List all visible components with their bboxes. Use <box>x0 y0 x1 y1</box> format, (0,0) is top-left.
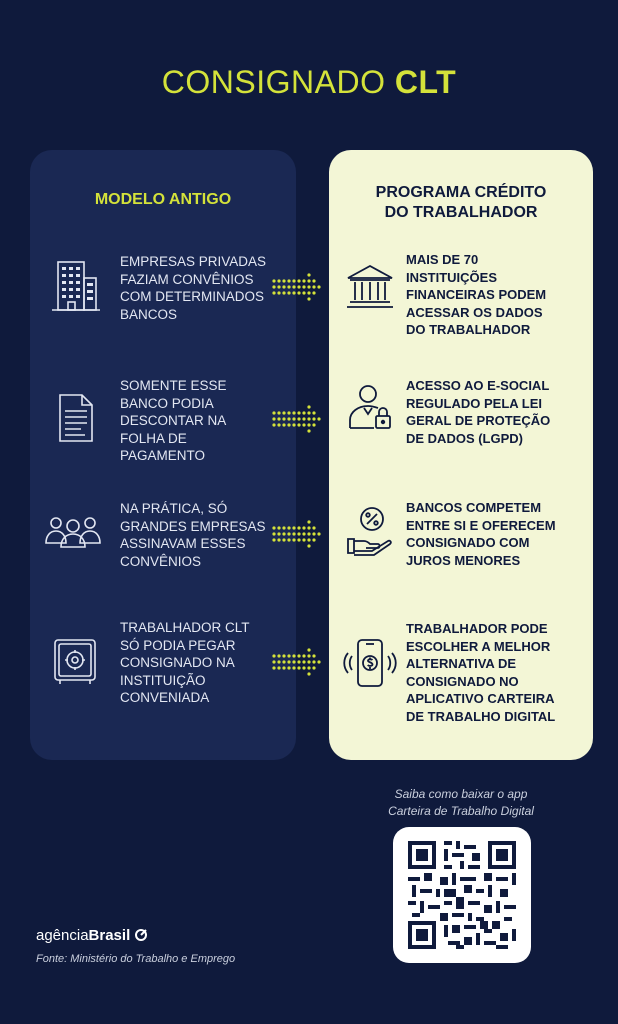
new-item-1-text: MAIS DE 70 INSTITUIÇÕES FINANCEIRAS PODEM ACESSAR OS DADOS DO TRABALHADOR <box>406 252 547 337</box>
dotted-arrow-icon <box>270 270 324 304</box>
qr-code[interactable] <box>393 827 531 963</box>
old-model-heading: MODELO ANTIGO <box>94 191 232 208</box>
old-item-1-text: EMPRESAS PRIVADAS FAZIAM CONVÊNIOS COM DETERMINADOS BANCOS <box>120 254 267 322</box>
page-title: CONSIGNADO CLT <box>161 64 457 100</box>
old-item-3-text: NA PRÁTICA, SÓ GRANDES EMPRESAS ASSINAVAM ESSES CONVÊNIOS <box>120 501 266 569</box>
dotted-arrow-icon <box>270 517 324 551</box>
user-lock-icon <box>342 380 398 436</box>
safe-icon <box>46 632 104 690</box>
old-item-4-text: TRABALHADOR CLT SÓ PODIA PEGAR CONSIGNADO NA INSTITUIÇÃO CONVENIADA <box>120 620 250 705</box>
dotted-arrow-icon <box>270 402 324 436</box>
source-note: Fonte: Ministério do Trabalho e Emprego <box>36 953 236 965</box>
dotted-arrow-icon <box>270 645 324 679</box>
agencia-brasil-logo: agênciaBrasil <box>36 927 148 944</box>
qr-code-icon <box>408 841 516 949</box>
building-icon <box>46 256 104 314</box>
old-item-2-text: SOMENTE ESSE BANCO PODIA DESCONTAR NA FOLHA DE PAGAMENTO <box>120 378 227 463</box>
new-program-heading: PROGRAMA CRÉDITO DO TRABALHADOR <box>375 184 547 221</box>
phone-money-icon <box>342 636 398 692</box>
new-item-4-text: TRABALHADOR PODE ESCOLHER A MELHOR ALTERNATIVA DE CONSIGNADO NO APLICATIVO CARTEIRA DE TRABALHO DIGITAL <box>406 621 556 724</box>
new-item-2-text: ACESSO AO E-SOCIAL REGULADO PELA LEI GERAL DE PROTEÇÃO DE DADOS (LGPD) <box>406 378 551 446</box>
new-item-3-text: BANCOS COMPETEM ENTRE SI E OFERECEM CONSIGNADO COM JUROS MENORES <box>406 500 556 568</box>
brand-mark-icon <box>134 928 148 942</box>
app-caption: Saiba como baixar o app Carteira de Trabalho Digital <box>388 787 534 818</box>
people-icon <box>42 503 104 561</box>
document-icon <box>46 389 104 447</box>
percent-hand-icon <box>342 503 398 559</box>
bank-icon <box>342 258 398 314</box>
